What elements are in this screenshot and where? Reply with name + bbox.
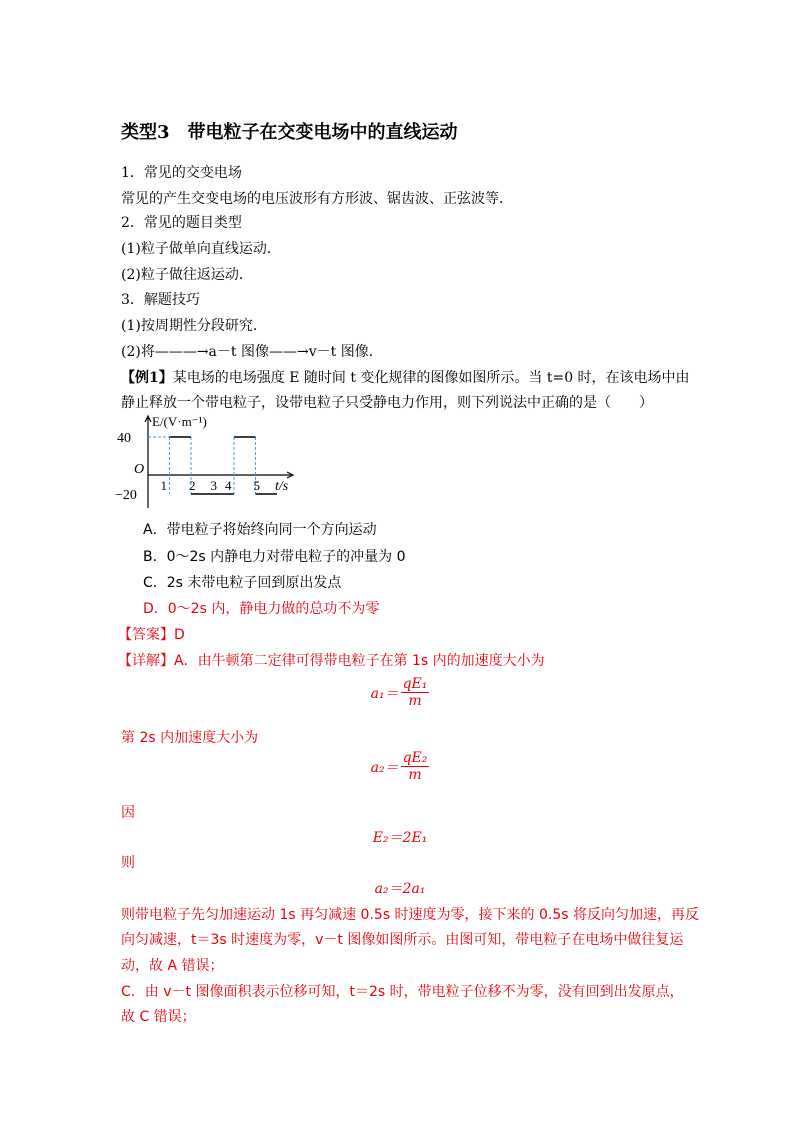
detail-line-4: 则 [121,855,135,871]
detail-line-8: C．由 v－t 图像面积表示位移可知，t＝2s 时，带电粒子位移不为零，没有回到出发原点， [121,984,684,1000]
detail-line-3: 因 [121,805,135,821]
detail-line-5: 则带电粒子先匀加速运动 1s 再匀减速 0.5s 时速度为零，接下来的 0.5s 将反向匀加速，再反 [121,907,700,923]
eq2-denominator: m [408,767,422,783]
heading-2: 2．常见的题目类型 [121,215,242,231]
eq2-lhs: a₂＝ [370,759,399,776]
answer-text: 【答案】D [118,627,185,643]
origin-label: O [134,462,145,477]
equation-2 [0,750,800,783]
example-line-2: 静止释放一个带电粒子，设带电粒子只受静电力作用，则下列说法中正确的是（ ） [121,395,653,411]
equation-3: E₂＝2E₁ [372,830,428,846]
option-b[interactable]: B．0～2s 内静电力对带电粒子的冲量为 0 [143,549,406,565]
paragraph-1: 常见的产生交变电场的电压波形有方形波、锯齿波、正弦波等． [121,191,513,207]
answer-line [118,624,185,644]
x-tick-5: 5 [253,478,260,493]
section-title: 类型3 带电粒子在交变电场中的直线运动 [121,122,458,143]
example-text-1: 某电场的电场强度 E 随时间 t 变化规律的图像如图所示。当 t=0 时，在该电场中由 [172,370,690,386]
example-tag: 【例1】 [121,370,173,386]
eq1-numerator: qE₁ [402,676,428,692]
heading-3: 3．解题技巧 [121,292,200,308]
detail-line-9: 故 C 错误； [121,1009,196,1025]
detail-line-2: 第 2s 内加速度大小为 [121,730,259,746]
detail-tag: 【详解】 [118,653,174,669]
detail-line-6: 向匀减速，t＝3s 时速度为零，v－t 图像如图所示。由图可知，带电粒子在电场中做往复运 [121,932,684,948]
paragraph-2a: (1)粒子做单向直线运动． [121,241,281,257]
equation-4: a₂＝2a₁ [374,881,426,897]
eq2-numerator: qE₂ [402,750,428,766]
equation-1 [0,676,800,709]
e-t-chart [115,412,305,512]
option-a[interactable]: A．带电粒子将始终向同一个方向运动 [143,522,377,538]
eq1-lhs: a₁＝ [370,685,399,702]
x-axis-label: t/s [275,479,289,494]
paragraph-3b: (2)将———→a－t 图像——→v－t 图像． [121,344,383,360]
heading-1: 1．常见的交变电场 [121,165,242,181]
option-c[interactable]: C．2s 末带电粒子回到原出发点 [143,575,342,591]
y-tick-40: 40 [117,431,131,446]
example-line-1 [121,367,690,387]
x-tick-1: 1 [160,478,167,493]
detail-line-7: 动，故 A 错误； [121,958,224,974]
eq1-denominator: m [408,693,422,709]
y-tick-minus-20: −20 [115,488,137,503]
paragraph-2b: (2)粒子做往返运动． [121,267,253,283]
paragraph-3a: (1)按周期性分段研究． [121,318,267,334]
option-d[interactable]: D．0～2s 内，静电力做的总功不为零 [143,601,380,617]
x-tick-4: 4 [225,478,232,493]
y-axis-label: E/(V·m⁻¹) [152,414,207,429]
x-tick-2: 2 [189,478,196,493]
detail-text-1: A．由牛顿第二定律可得带电粒子在第 1s 内的加速度大小为 [174,653,545,669]
detail-line-1 [118,650,545,670]
x-tick-3: 3 [210,478,217,493]
